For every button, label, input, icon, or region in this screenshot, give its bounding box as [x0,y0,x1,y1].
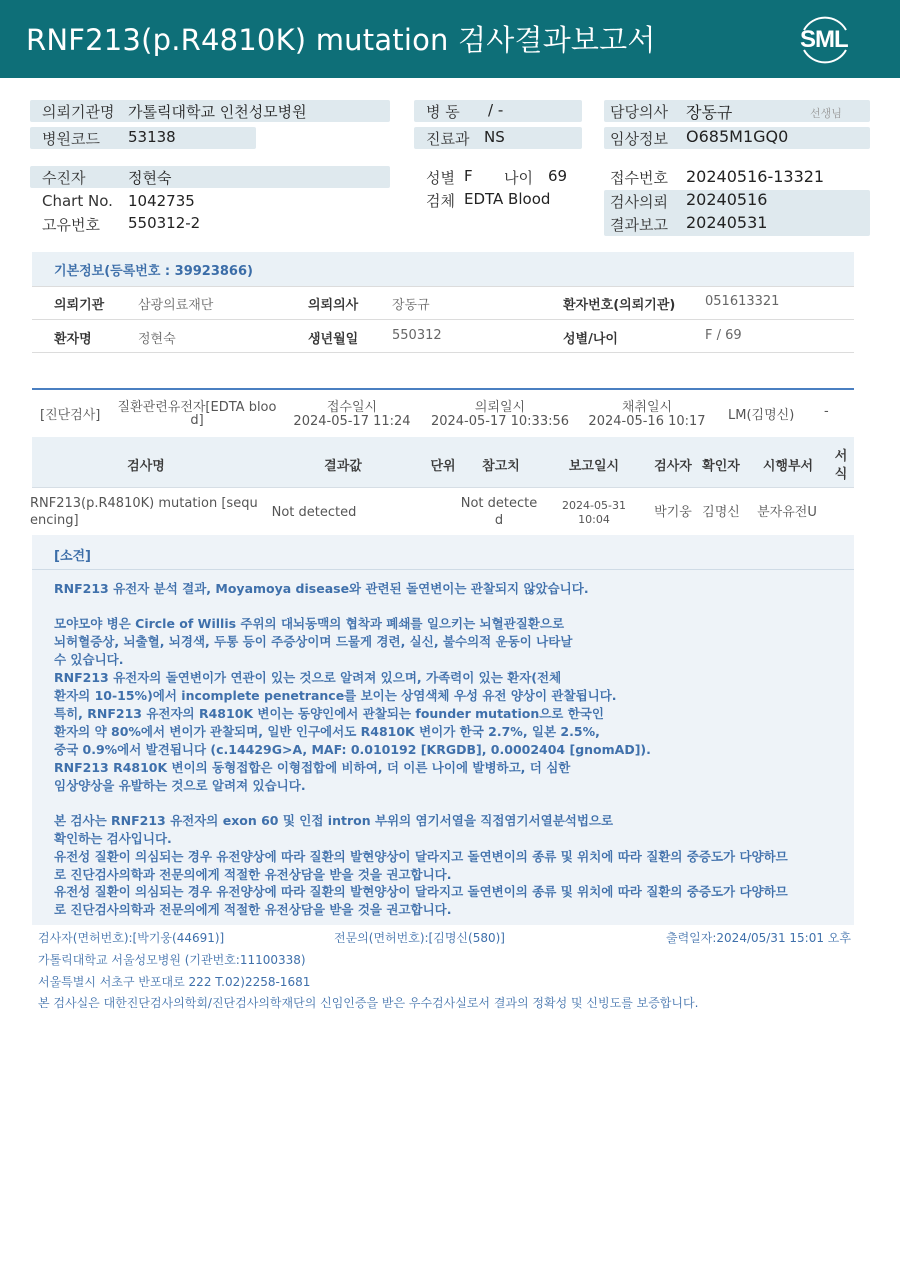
dept-label: 진료과 [426,130,470,148]
findings-line: 중국 0.9%에서 발견됩니다 (c.14429G>A, MAF: 0.010192 [KRGDB], 0.0002404 [gnomAD]). [54,742,651,757]
findings-line: 로 진단검사의학과 전문의에게 적절한 유전상담을 받을 것을 권고합니다. [54,867,452,882]
patient-label: 수진자 [42,169,86,187]
sex-value: F [464,167,473,185]
findings-title: [소견] [54,549,91,564]
chart-value: 1042735 [128,192,195,210]
order-receipt-value: 2024-05-17 11:24 [293,414,411,429]
patient-value: 정현숙 [128,169,172,187]
result-ref-cont: d [494,513,504,528]
result-dept: 분자유전U [757,505,817,520]
order-dash: - [824,404,829,419]
footer-hospital: 가톨릭대학교 서울성모병원 (기관번호:11100338) [38,953,306,967]
col-header: 검사자 [654,459,692,474]
order-test-line2: d] [190,413,204,428]
basic-label: 성별/나이 [563,332,618,347]
findings-line: RNF213 R4810K 변이의 동형접합은 이형접합에 비하여, 더 이른 나이에 발병하고, 더 심한 [54,760,571,775]
age-label: 나이 [504,169,533,187]
ward-label: 병 동 [426,103,460,121]
findings-line: 임상양상을 유발하는 것으로 알려져 있습니다. [54,778,306,793]
clinical-label: 임상정보 [610,130,668,148]
chart-label: Chart No. [42,192,113,210]
col-header: 참고치 [482,459,520,474]
ward-value: / - [488,101,504,119]
findings-line: 모야모야 병은 Circle of Willis 주위의 대뇌동맥의 협착과 폐쇄를 일으키는 뇌혈관질환으로 [54,616,565,631]
result-tester: 박기웅 [654,505,692,520]
col-header: 결과값 [324,459,362,474]
logo-text: SML [800,26,848,53]
report-header [0,0,900,78]
order-test-line1: 질환관련유전자[EDTA bloo [117,400,277,415]
findings-line: 유전성 질환이 의심되는 경우 유전양상에 따라 질환의 발현양상이 달라지고 돌연변이의 종류 및 위치에 따라 질환의 중증도가 다양하므 [54,849,788,864]
specimen-value: EDTA Blood [464,190,551,208]
order-collect-label: 채취일시 [621,400,673,415]
divider [32,286,854,287]
findings-line: 환자의 10-15%)에서 incomplete penetrance를 보이는 상염색체 우성 유전 양상이 관찰됩니다. [54,688,617,703]
order-receipt-label: 접수일시 [326,400,378,415]
col-header: 확인자 [702,459,740,474]
col-header: 단위 [430,459,456,474]
sex-label: 성별 [426,169,455,187]
findings-line: 유전성 질환이 의심되는 경우 유전양상에 따라 질환의 발현양상이 달라지고 돌연변이의 종류 및 위치에 따라 질환의 중증도가 다양하므 [54,884,788,899]
basic-value: 정현숙 [138,332,176,347]
col-header: 보고일시 [568,459,620,474]
order-collect-value: 2024-05-16 10:17 [588,414,706,429]
findings-line: 환자의 약 80%에서 변이가 관찰되며, 일반 인구에서도 R4810K 변이가 한국 2.7%, 일본 2.5%, [54,724,600,739]
specimen-label: 검체 [426,192,455,210]
order-top-line [32,388,854,390]
order-request-value: 2024-05-17 10:33:56 [430,414,570,429]
basic-value: F / 69 [705,328,742,343]
order-category: [진단검사] [40,408,101,423]
basic-value: 550312 [392,328,442,343]
report-title: RNF213(p.R4810K) mutation 검사결과보고서 [26,23,656,57]
report-label: 결과보고 [610,216,668,234]
age-value: 69 [548,167,568,185]
institution-value: 가톨릭대학교 인천성모병원 [128,103,307,121]
findings-line: 뇌허혈증상, 뇌출혈, 뇌경색, 두통 등이 주증상이며 드물게 경련, 실신, 불수의적 운동이 나타날 [54,634,573,649]
doctor-value: 장동규 [686,103,733,122]
findings-line: 수 있습니다. [54,652,124,667]
hospital-code-label: 병원코드 [42,130,100,148]
basic-label: 환자번호(의뢰기관) [563,298,676,313]
request-label: 검사의뢰 [610,193,668,211]
footer-specialist: 전문의(면허번호):[김명신(580)] [334,931,505,945]
footer-address: 서울특별시 서초구 반포대로 222 T.02)2258-1681 [38,975,311,989]
findings-line: 본 검사는 RNF213 유전자의 exon 60 및 인접 intron 부위의 염기서열을 직접염기서열분석법으로 [54,813,614,828]
request-value: 20240516 [686,190,768,209]
divider [32,352,854,353]
findings-line: RNF213 유전자 분석 결과, Moyamoya disease와 관련된 돌연변이는 관찰되지 않았습니다. [54,581,589,596]
unique-value: 550312-2 [128,214,201,232]
col-header: 식 [834,467,848,482]
basic-value: 삼광의료재단 [138,298,214,313]
footer-tester: 검사자(면허번호):[박기웅(44691)] [38,931,225,945]
result-report-time: 10:04 [578,513,610,526]
result-ref: Not detecte [460,496,538,511]
result-confirmer: 김명신 [702,505,740,520]
findings-line: 확인하는 검사입니다. [54,831,172,846]
doctor-suffix: 선생님 [810,107,842,120]
doctor-label: 담당의사 [610,103,668,121]
basic-value: 장동규 [392,298,430,313]
sml-logo [796,12,854,66]
col-header: 시행부서 [762,459,814,474]
institution-label: 의뢰기관명 [42,103,115,121]
order-lm: LM(김명신) [728,408,795,423]
dept-value: NS [484,128,505,146]
receipt-label: 접수번호 [610,169,668,187]
footer-certification: 본 검사실은 대한진단검사의학회/진단검사의학재단의 신임인증을 받은 우수검사실로서 결과의 정확성 및 신빙도를 보증합니다. [38,996,699,1010]
col-header: 서 [834,449,848,464]
findings-divider [32,569,854,570]
basic-label: 환자명 [54,332,92,347]
divider [32,319,854,320]
receipt-value: 20240516-13321 [686,167,825,186]
basic-info-title: 기본정보(등록번호 : 39923866) [54,264,253,279]
footer-printed: 출력일자:2024/05/31 15:01 오후 [666,931,851,945]
result-report-date: 2024-05-31 [562,499,626,512]
order-request-label: 의뢰일시 [474,400,526,415]
clinical-value: O685M1GQ0 [686,127,789,146]
hospital-code-value: 53138 [128,128,176,146]
report-value: 20240531 [686,213,768,232]
divider [32,487,854,488]
result-test-name: RNF213(p.R4810K) mutation [sequ [30,496,258,511]
basic-label: 의뢰기관 [54,298,105,313]
basic-label: 생년월일 [308,332,359,347]
findings-line: 특히, RNF213 유전자의 R4810K 변이는 동양인에서 관찰되는 founder mutation으로 한국인 [54,706,604,721]
findings-line: RNF213 유전자의 돌연변이가 연관이 있는 것으로 알려져 있으며, 가족력이 있는 환자(전체 [54,670,562,685]
basic-value: 051613321 [705,294,780,309]
result-test-name-cont: encing] [30,513,79,528]
findings-line: 로 진단검사의학과 전문의에게 적절한 유전상담을 받을 것을 권고합니다. [54,902,452,917]
basic-label: 의뢰의사 [308,298,359,313]
unique-label: 고유번호 [42,216,100,234]
col-header: 검사명 [127,459,165,474]
result-value: Not detected [271,505,357,520]
